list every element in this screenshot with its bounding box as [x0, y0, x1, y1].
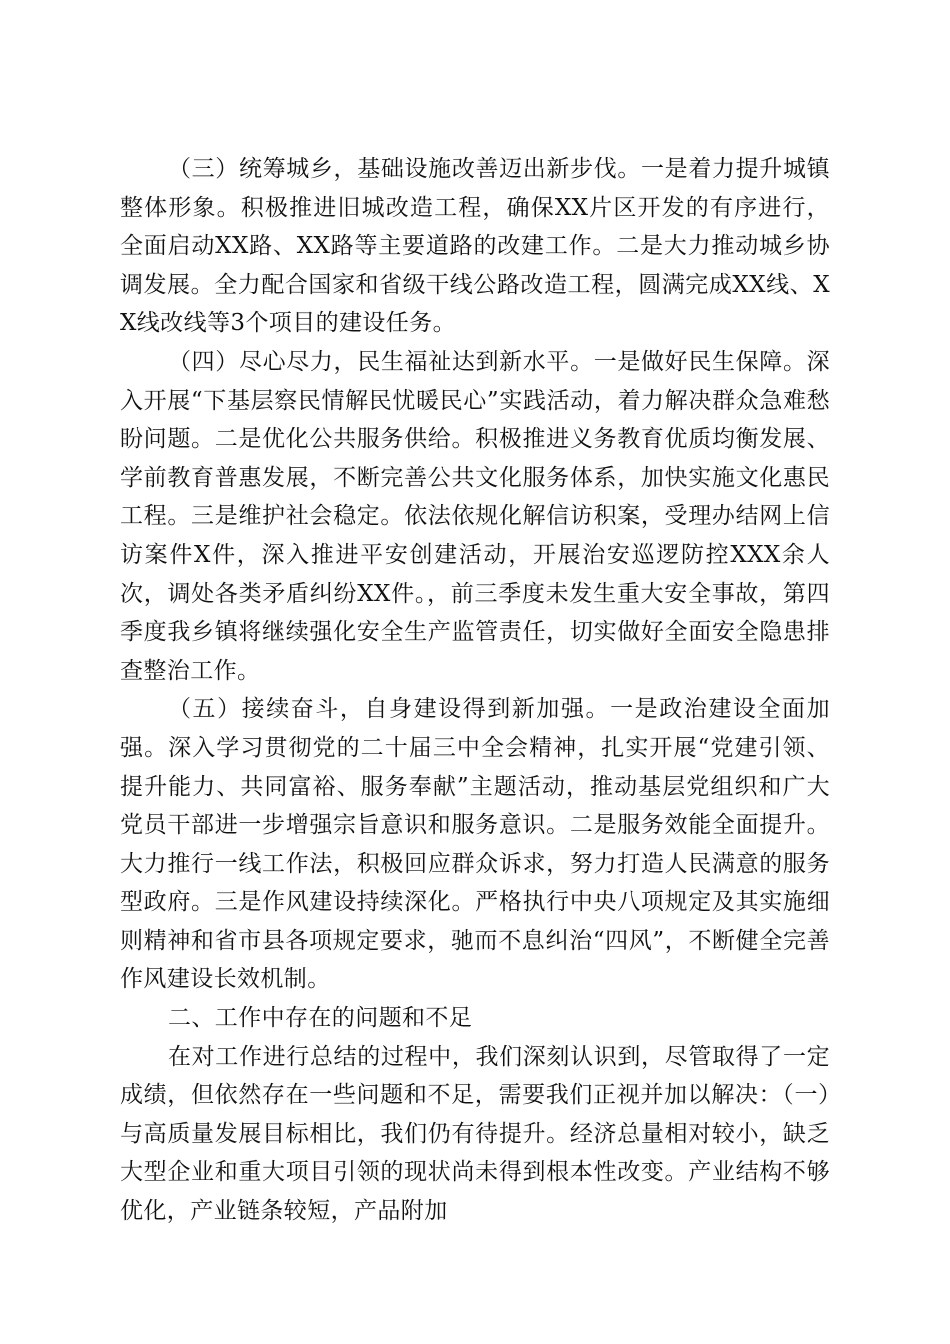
paragraph-infrastructure: （三）统筹城乡，基础设施改善迈出新步伐。一是着力提升城镇整体形象。积极推进旧城改造工程，确保XX片区开发的有序进行，全面启动XX路、XX路等主要道路的改建工作。二是大力推动城乡协调发展。全力配合国家和省级干线公路改造工程，圆满完成XX线、XX线改线等3个项目的建设任务。 [120, 156, 830, 337]
section-heading: 二、工作中存在的问题和不足 [168, 1005, 473, 1032]
document-body [120, 150, 830, 1231]
paragraph-livelihood: （四）尽心尽力，民生福祉达到新水平。一是做好民生保障。深入开展“下基层察民情解民忧暖民心”实践活动，着力解决群众急难愁盼问题。二是优化公共服务供给。积极推进义务教育优质均衡发展、学前教育普惠发展，不断完善公共文化服务体系，加快实施文化惠民工程。三是维护社会稳定。依法依规化解信访积案，受理办结网上信访案件X件，深入推进平安创建活动，开展治安巡逻防控XXX余人次，调处各类矛盾纠纷XX件。，前三季度未发生重大安全事故，第四季度我乡镇将继续强化安全生产监管责任，切实做好全面安全隐患排查整治工作。 [120, 348, 830, 684]
paragraph-problems: 在对工作进行总结的过程中，我们深刻认识到，尽管取得了一定成绩，但依然存在一些问题和不足，需要我们正视并加以解决：（一）与高质量发展目标相比，我们仍有待提升。经济总量相对较小，缺乏大型企业和重大项目引领的现状尚未得到根本性改变。产业结构不够优化，产业链条较短，产品附加 [120, 1043, 830, 1225]
paragraph-self-construction: （五）接续奋斗，自身建设得到新加强。一是政治建设全面加强。深入学习贯彻党的二十届三中全会精神，扎实开展“党建引领、提升能力、共同富裕、服务奉献”主题活动，推动基层党组织和广大党员干部进一步增强宗旨意识和服务意识。二是服务效能全面提升。大力推行一线工作法，积极回应群众诉求，努力打造人民满意的服务型政府。三是作风建设持续深化。严格执行中央八项规定及其实施细则精神和省市县各项规定要求，驰而不息纠治“四风”，不断健全完善作风建设长效机制。 [120, 696, 830, 993]
